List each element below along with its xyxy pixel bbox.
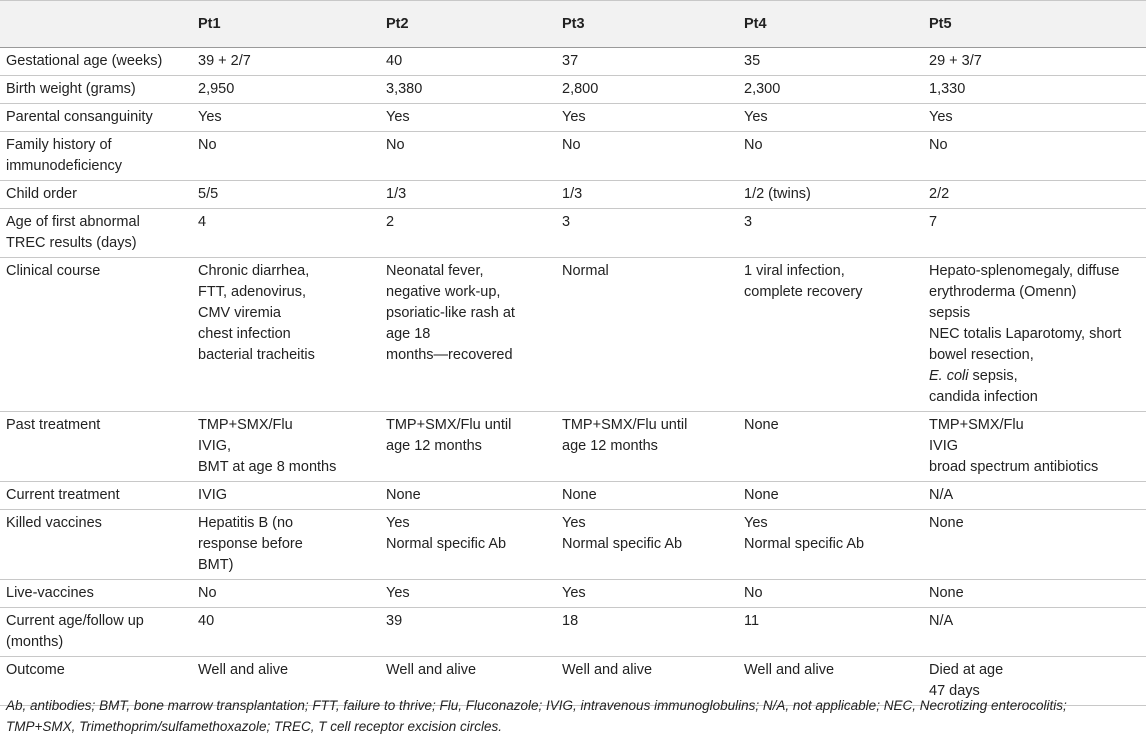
table-row	[0, 412, 1146, 482]
cell-pt5: 7	[927, 209, 1146, 258]
cell-pt2: 1/3	[384, 181, 560, 209]
cell-pt4: 1/2 (twins)	[742, 181, 927, 209]
header-cell-pt5: Pt5	[927, 1, 1146, 48]
header-cell-pt2: Pt2	[384, 1, 560, 48]
cell-pt1: Hepatitis B (no response before BMT)	[196, 510, 384, 580]
cell-pt2: 39	[384, 608, 560, 657]
table-body	[0, 48, 1146, 706]
cell-pt3: Yes	[560, 104, 742, 132]
header-cell-pt3: Pt3	[560, 1, 742, 48]
cell-pt1: 2,950	[196, 76, 384, 104]
cell-pt5: 29 + 3/7	[927, 48, 1146, 76]
species-name: E. coli	[929, 368, 969, 384]
cell-pt3: Normal	[560, 258, 742, 412]
row-label: Clinical course	[0, 258, 196, 412]
cell-pt4: Yes	[742, 104, 927, 132]
header-cell-pt4: Pt4	[742, 1, 927, 48]
table-row	[0, 608, 1146, 657]
cell-pt5: 2/2	[927, 181, 1146, 209]
cell-pt4: 1 viral infection, complete recovery	[742, 258, 927, 412]
cell-pt5: N/A	[927, 482, 1146, 510]
cell-pt4: 35	[742, 48, 927, 76]
table-row	[0, 104, 1146, 132]
table-row	[0, 580, 1146, 608]
row-label: Past treatment	[0, 412, 196, 482]
cell-pt5: N/A	[927, 608, 1146, 657]
cell-pt4: Well and alive	[742, 657, 927, 706]
cell-pt5: None	[927, 580, 1146, 608]
row-label: Killed vaccines	[0, 510, 196, 580]
cell-pt4: 3	[742, 209, 927, 258]
cell-pt2: Yes	[384, 104, 560, 132]
cell-pt3: None	[560, 482, 742, 510]
table-row	[0, 76, 1146, 104]
cell-pt2: Neonatal fever, negative work-up, psoriatic-like rash at age 18 months—recovered	[384, 258, 560, 412]
cell-pt4: None	[742, 482, 927, 510]
cell-pt3: Yes Normal specific Ab	[560, 510, 742, 580]
cell-pt3: 1/3	[560, 181, 742, 209]
table-row	[0, 258, 1146, 412]
table-row	[0, 181, 1146, 209]
cell-pt1: 39 + 2/7	[196, 48, 384, 76]
row-label: Parental consanguinity	[0, 104, 196, 132]
cell-pt1: TMP+SMX/Flu IVIG, BMT at age 8 months	[196, 412, 384, 482]
table-row	[0, 510, 1146, 580]
cell-pt1: Yes	[196, 104, 384, 132]
row-label: Outcome	[0, 657, 196, 706]
row-label: Child order	[0, 181, 196, 209]
header-cell-pt1: Pt1	[196, 1, 384, 48]
cell-pt5: Died at age 47 days	[927, 657, 1146, 706]
cell-pt1: Chronic diarrhea, FTT, adenovirus, CMV viremia chest infection bacterial tracheitis	[196, 258, 384, 412]
cell-pt3: 2,800	[560, 76, 742, 104]
table-header	[0, 1, 1146, 48]
cell-pt1: 40	[196, 608, 384, 657]
cell-pt2: Well and alive	[384, 657, 560, 706]
row-label: Current treatment	[0, 482, 196, 510]
table-row	[0, 482, 1146, 510]
cell-pt3: TMP+SMX/Flu until age 12 months	[560, 412, 742, 482]
cell-pt1: Well and alive	[196, 657, 384, 706]
cell-pt2: Yes	[384, 580, 560, 608]
cell-pt5: 1,330	[927, 76, 1146, 104]
cell-pt4: Yes Normal specific Ab	[742, 510, 927, 580]
cell-pt5: Hepato-splenomegaly, diffuse erythroderma (Omenn) sepsis NEC totalis Laparotomy, short bowel resection, E. coli sepsis, candida infection	[927, 258, 1146, 412]
cell-pt5: None	[927, 510, 1146, 580]
header-row	[0, 1, 1146, 48]
row-label: Live-vaccines	[0, 580, 196, 608]
cell-pt2: 40	[384, 48, 560, 76]
row-label: Gestational age (weeks)	[0, 48, 196, 76]
cell-pt4: None	[742, 412, 927, 482]
cell-pt3: No	[560, 132, 742, 181]
cell-pt2: None	[384, 482, 560, 510]
cell-pt3: Well and alive	[560, 657, 742, 706]
cell-pt1: 4	[196, 209, 384, 258]
row-label: Family history of immunodeficiency	[0, 132, 196, 181]
table-row	[0, 132, 1146, 181]
cell-pt4: No	[742, 580, 927, 608]
cell-pt3: 18	[560, 608, 742, 657]
cell-pt3: 37	[560, 48, 742, 76]
cell-pt1: 5/5	[196, 181, 384, 209]
cell-pt2: 3,380	[384, 76, 560, 104]
row-label: Age of first abnormal TREC results (days)	[0, 209, 196, 258]
cell-pt3: 3	[560, 209, 742, 258]
row-label: Current age/follow up (months)	[0, 608, 196, 657]
row-label: Birth weight (grams)	[0, 76, 196, 104]
cell-pt2: Yes Normal specific Ab	[384, 510, 560, 580]
cell-pt2: TMP+SMX/Flu until age 12 months	[384, 412, 560, 482]
header-cell-label	[0, 1, 196, 48]
cell-pt2: No	[384, 132, 560, 181]
cell-pt1: IVIG	[196, 482, 384, 510]
cell-pt4: 11	[742, 608, 927, 657]
table-footnote: Ab, antibodies; BMT, bone marrow transplantation; FTT, failure to thrive; Flu, Fluconazole; IVIG, intravenous immunoglobulins; N/A, not applicable; NEC, Necrotizing enterocolitis; TMP+SMX, Trimethoprim/sulfamethoxazole; TREC, T cell receptor excision circles.	[6, 698, 1067, 734]
table-row	[0, 48, 1146, 76]
cell-pt1: No	[196, 132, 384, 181]
cell-pt5: Yes	[927, 104, 1146, 132]
cell-pt2: 2	[384, 209, 560, 258]
cell-pt4: 2,300	[742, 76, 927, 104]
cell-pt4: No	[742, 132, 927, 181]
cell-pt3: Yes	[560, 580, 742, 608]
cell-pt5: TMP+SMX/Flu IVIG broad spectrum antibiotics	[927, 412, 1146, 482]
cell-pt1: No	[196, 580, 384, 608]
cell-pt5: No	[927, 132, 1146, 181]
table-row	[0, 209, 1146, 258]
